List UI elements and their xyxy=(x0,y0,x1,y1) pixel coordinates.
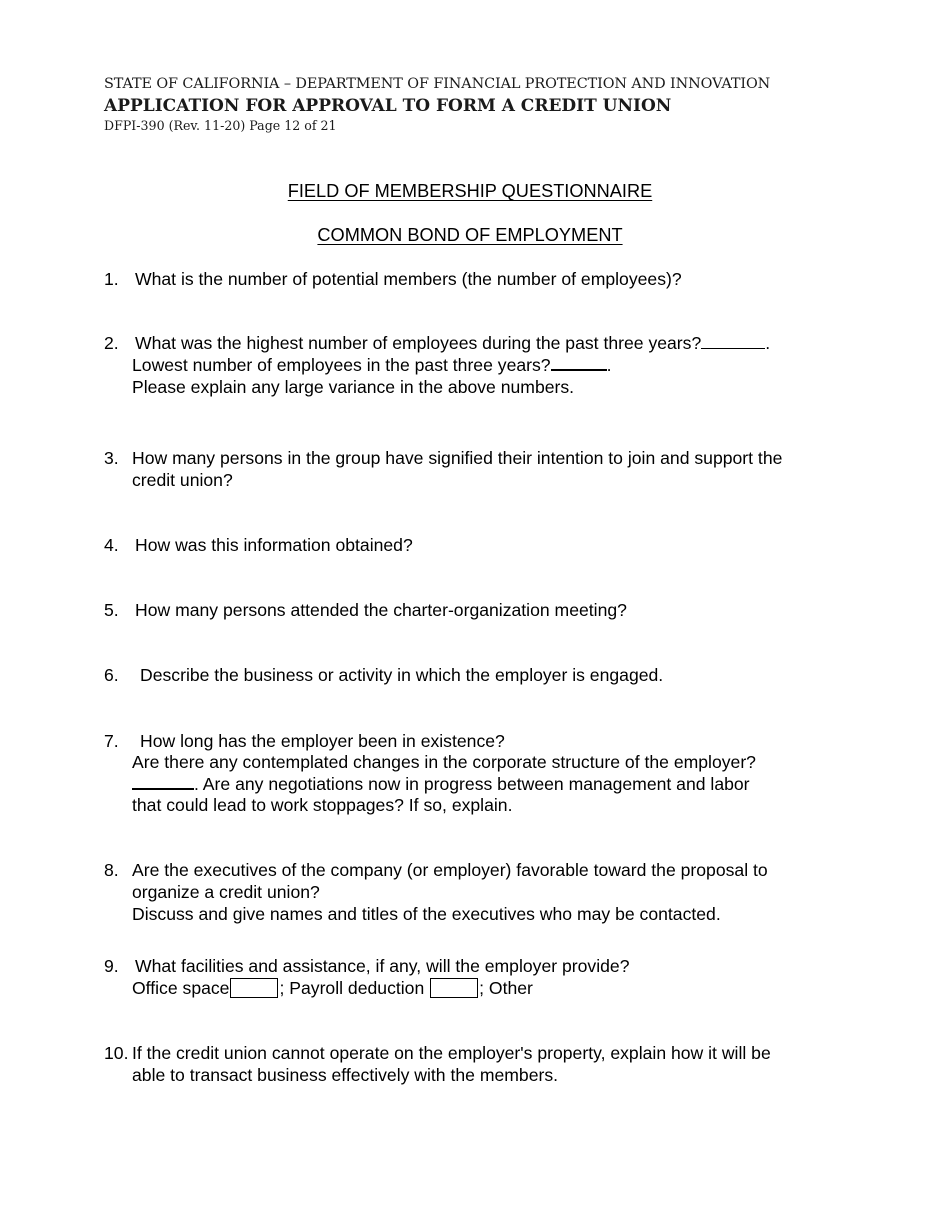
question-number-6: 6. xyxy=(104,665,119,685)
question-number-8: 8. xyxy=(104,860,119,880)
other-label: ; Other xyxy=(479,978,533,998)
question-5-text: How many persons attended the charter-organization meeting? xyxy=(135,600,627,620)
question-7-line2: Are there any contemplated changes in the corporate structure of the employer? xyxy=(132,752,756,772)
form-id-page: DFPI-390 (Rev. 11-20) Page 12 of 21 xyxy=(104,118,337,133)
question-1-text: What is the number of potential members (the number of employees)? xyxy=(135,269,682,289)
question-number-10: 10. xyxy=(104,1043,129,1063)
question-10-line1: If the credit union cannot operate on the employer's property, explain how it will be xyxy=(132,1043,771,1063)
question-2-line1: What was the highest number of employees during the past three years? . xyxy=(135,333,771,353)
question-number-9: 9. xyxy=(104,956,119,976)
question-7-line1: How long has the employer been in existence? xyxy=(140,731,505,751)
highest-employees-blank[interactable] xyxy=(701,334,765,349)
question-2-line2: Lowest number of employees in the past three years? . xyxy=(132,355,612,375)
payroll-deduction-box[interactable] xyxy=(430,978,478,998)
question-number-7: 7. xyxy=(104,731,119,751)
payroll-deduction-label: ; Payroll deduction xyxy=(279,978,425,998)
question-8-line3: Discuss and give names and titles of the executives who may be contacted. xyxy=(132,904,721,924)
question-number-3: 3. xyxy=(104,448,119,468)
question-8-line2: organize a credit union? xyxy=(132,882,320,902)
question-7-line4: that could lead to work stoppages? If so, explain. xyxy=(132,795,513,815)
section-subtitle: COMMON BOND OF EMPLOYMENT xyxy=(317,225,623,245)
question-number-4: 4. xyxy=(104,535,119,555)
question-6-text: Describe the business or activity in which the employer is engaged. xyxy=(140,665,664,685)
question-4-text: How was this information obtained? xyxy=(135,535,413,555)
office-space-label: Office space xyxy=(132,978,230,998)
question-number-2: 2. xyxy=(104,333,119,353)
question-10-line2: able to transact business effectively with the members. xyxy=(132,1065,559,1085)
lowest-employees-blank[interactable] xyxy=(551,355,607,371)
question-number-5: 5. xyxy=(104,600,119,620)
questionnaire-title: FIELD OF MEMBERSHIP QUESTIONNAIRE xyxy=(287,181,653,201)
office-space-box[interactable] xyxy=(230,978,278,998)
corporate-changes-blank[interactable] xyxy=(132,774,194,790)
question-2-line3: Please explain any large variance in the above numbers. xyxy=(132,377,575,397)
question-2-highest-text: What was the highest number of employees during the past three years? xyxy=(135,333,702,353)
question-2-lowest-text: Lowest number of employees in the past three years? xyxy=(132,355,551,375)
question-7-line3 xyxy=(132,774,750,794)
question-8-line1: Are the executives of the company (or employer) favorable toward the proposal to xyxy=(132,860,768,880)
question-3-line1: How many persons in the group have signified their intention to join and support the xyxy=(132,448,783,468)
question-3-line2: credit union? xyxy=(132,470,233,490)
question-7-negotiations-text: . Are any negotiations now in progress between management and labor xyxy=(194,774,750,794)
form-title: APPLICATION FOR APPROVAL TO FORM A CREDIT UNION xyxy=(104,96,672,116)
question-9-line1: What facilities and assistance, if any, will the employer provide? xyxy=(135,956,630,976)
question-9-line2 xyxy=(132,978,533,998)
question-number-1: 1. xyxy=(104,269,119,289)
agency-header: STATE OF CALIFORNIA – DEPARTMENT OF FINANCIAL PROTECTION AND INNOVATION xyxy=(104,76,771,92)
